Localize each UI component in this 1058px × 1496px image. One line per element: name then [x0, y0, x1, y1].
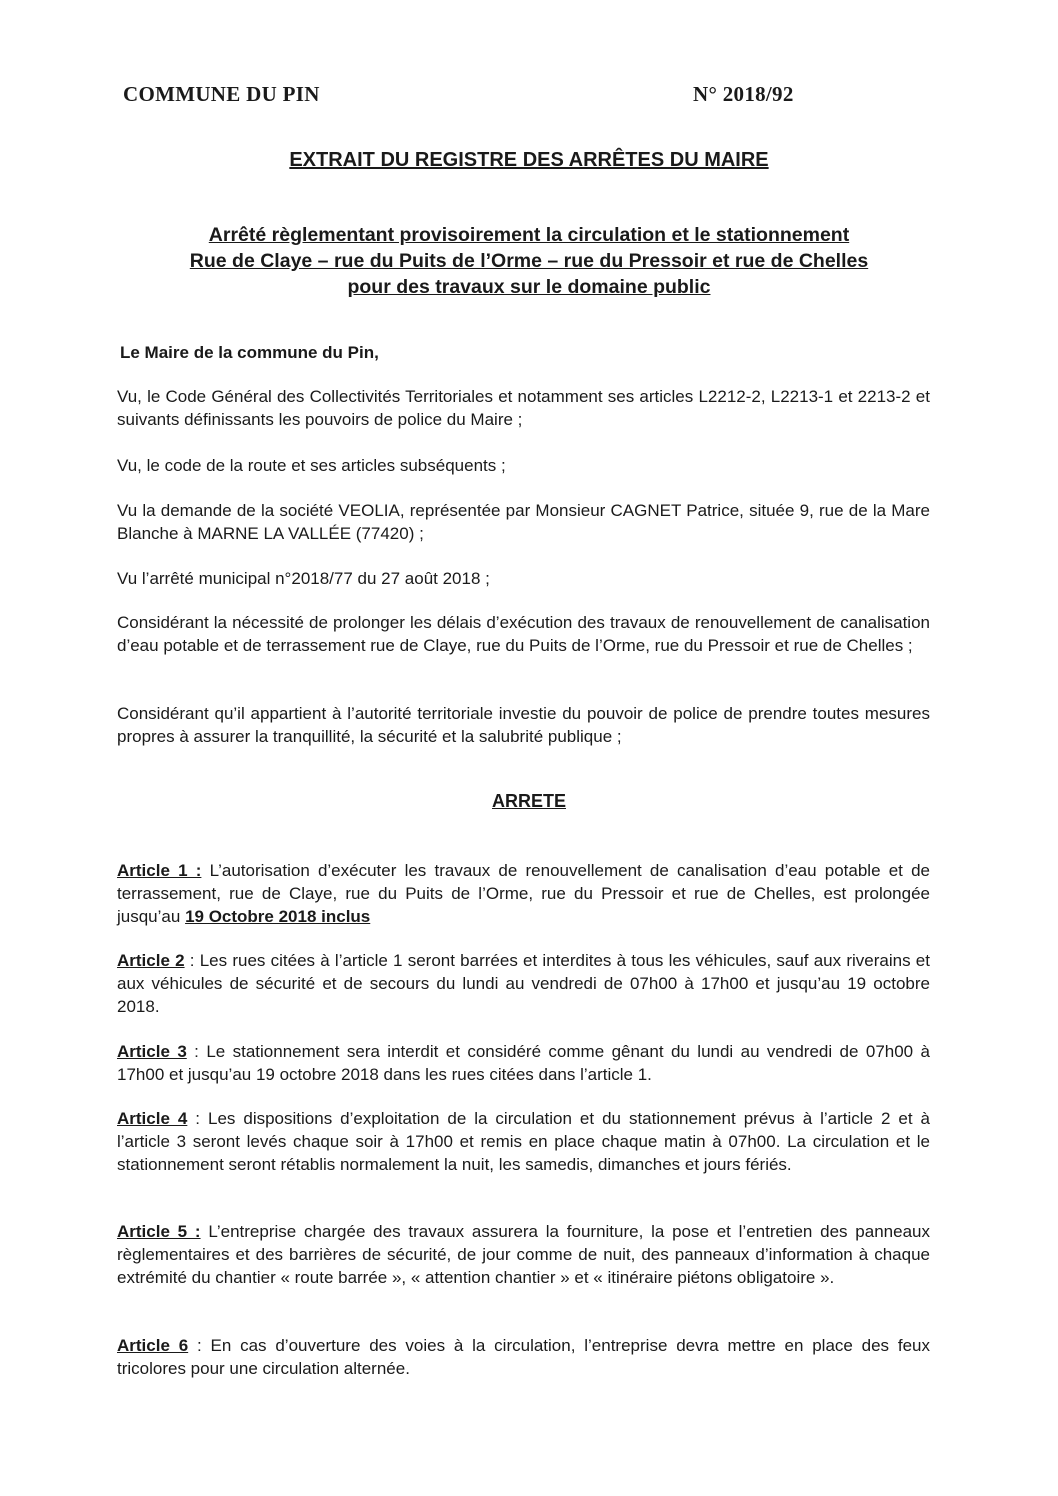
preamble-cgct: Vu, le Code Général des Collectivités Territoriales et notamment ses articles L2212-2, L2213-1 et 2213-2 et suivants définissants les pouvoirs de police du Maire ; [117, 387, 930, 429]
article-5-text: L’entreprise chargée des travaux assurera la fourniture, la pose et l’entretien des panneaux règlementaires et des barrières de sécurité, de jour comme de nuit, des panneaux d’information à chaque extrémité du chantier « route barrée », « attention chantier » et « itinéraire piétons obligatoire ». [117, 1222, 930, 1287]
article-5-label: Article 5 : [117, 1222, 201, 1241]
commune-name: COMMUNE DU PIN [123, 82, 320, 106]
article-4-label: Article 4 [117, 1109, 188, 1128]
article-3-text: : Le stationnement sera interdit et considéré comme gênant du lundi au vendredi de 07h00 à 17h00 et jusqu’au 19 octobre 2018 dans les rues citées dans l’article 1. [117, 1042, 930, 1084]
mayor-intro: Le Maire de la commune du Pin, [120, 343, 379, 362]
decree-number: N° 2018/92 [693, 82, 794, 106]
preamble-code-route: Vu, le code de la route et ses articles subséquents ; [117, 456, 506, 475]
article-5 [117, 1220, 930, 1289]
preamble-veolia-request: Vu la demande de la société VEOLIA, représentée par Monsieur CAGNET Patrice, située 9, rue de la Mare Blanche à MARNE LA VALLÉE (77420) ; [117, 501, 930, 543]
subtitle-line-1: Arrêté règlementant provisoirement la circulation et le stationnement [208, 224, 850, 246]
article-4-text: : Les dispositions d’exploitation de la circulation et du stationnement prévus à l’article 2 et à l’article 3 seront levés chaque soir à 17h00 et remis en place chaque matin à 07h00. La circulation et le stationnement seront rétablis normalement la nuit, les samedis, dimanches et jours fériés. [117, 1109, 930, 1174]
decree-subtitle [0, 222, 1058, 300]
article-2-text: : Les rues citées à l’article 1 seront barrées et interdites à tous les véhicules, sauf aux riverains et aux véhicules de sécurité et de secours du lundi au vendredi de 07h00 à 17h00 et jusqu’au 19 octobre 2018. [117, 951, 930, 1016]
article-1-label: Article 1 : [117, 861, 202, 880]
preamble-considering-police: Considérant qu’il appartient à l’autorité territoriale investie du pouvoir de police de prendre toutes mesures propres à assurer la tranquillité, la sécurité et la salubrité publique ; [117, 704, 930, 746]
article-1-text: L’autorisation d’exécuter les travaux de renouvellement de canalisation d’eau potable et de terrassement, rue de Claye, rue du Puits de l’Orme, rue du Pressoir et rue de Chelles, est prolongée jusqu’au [117, 861, 930, 926]
article-6 [117, 1334, 930, 1380]
article-3 [117, 1040, 930, 1086]
article-6-label: Article 6 [117, 1336, 189, 1355]
article-2 [117, 949, 930, 1018]
subtitle-line-2: Rue de Claye – rue du Puits de l’Orme – rue du Pressoir et rue de Chelles [189, 250, 869, 272]
preamble-previous-decree: Vu l’arrêté municipal n°2018/77 du 27 août 2018 ; [117, 569, 490, 588]
article-1 [117, 859, 930, 928]
article-3-label: Article 3 [117, 1042, 187, 1061]
arrete-heading: ARRETE [491, 791, 566, 811]
article-6-text: : En cas d’ouverture des voies à la circulation, l’entreprise devra mettre en place des feux tricolores pour une circulation alternée. [117, 1336, 930, 1378]
preamble-considering-works: Considérant la nécessité de prolonger les délais d’exécution des travaux de renouvellement de canalisation d’eau potable et de terrassement rue de Claye, rue du Puits de l’Orme, rue du Pressoir et rue de Chelles ; [117, 613, 930, 655]
article-2-label: Article 2 [117, 951, 185, 970]
page-title: EXTRAIT DU REGISTRE DES ARRÊTES DU MAIRE [289, 149, 769, 171]
article-4 [117, 1107, 930, 1176]
article-1-deadline: 19 Octobre 2018 inclus [185, 907, 371, 926]
subtitle-line-3: pour des travaux sur le domaine public [347, 276, 711, 298]
